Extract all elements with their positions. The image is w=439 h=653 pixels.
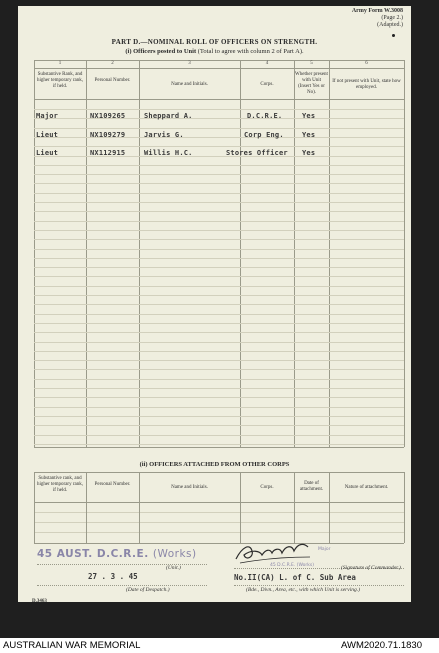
ruled-line [34, 407, 404, 408]
ruled-line [34, 416, 404, 417]
ruled-line [34, 258, 404, 259]
table2-header-rule [34, 502, 404, 503]
column-header-nature: Nature of attachment. [344, 485, 389, 490]
unit-stamp [37, 548, 197, 560]
unit-dotted-line [37, 564, 207, 565]
column-number: 1 [58, 61, 62, 66]
ruled-line [34, 435, 404, 436]
table2-row-rule [34, 522, 404, 523]
col-divider [240, 472, 241, 543]
entry-name: Jarvis G. [144, 131, 184, 139]
ruled-line [34, 342, 404, 343]
ruled-line [34, 425, 404, 426]
entry-name: Sheppard A. [144, 112, 193, 120]
section-i-label: (i) Officers posted to Unit [125, 48, 197, 55]
entry-rank: Major [36, 112, 59, 120]
column-header-corps: Corps. [260, 485, 274, 490]
section-i-note: (Total to agree with column 2 of Part A). [197, 48, 304, 55]
ruled-line [34, 211, 404, 212]
column-header-present: Whether present with Unit (Insert Yes or No). [295, 72, 328, 95]
ruled-line [34, 174, 404, 175]
ruled-line [34, 332, 404, 333]
ruled-line [34, 276, 404, 277]
ruled-line [34, 314, 404, 315]
despatch-date: 27 . 3 . 45 [88, 572, 138, 581]
col-divider [329, 472, 330, 543]
ruled-line [34, 444, 404, 445]
col-divider [86, 472, 87, 543]
ruled-line [34, 109, 404, 110]
column-number: 2 [111, 61, 114, 66]
form-adapted: (Adapted.) [377, 22, 403, 28]
signature-stamp-rank: Major [318, 547, 331, 552]
col-divider [404, 60, 405, 447]
ruled-line [34, 360, 404, 361]
table-bottom-rule [34, 447, 404, 448]
entry-number: NX109265 [90, 112, 126, 120]
ruled-line [34, 286, 404, 287]
entry-present: Yes [302, 112, 316, 120]
entry-rank: Lieut [36, 149, 59, 157]
column-header-rank: Substantive rank, and higher temporary rank, if held. [37, 476, 83, 493]
archive-name: AUSTRALIAN WAR MEMORIAL [3, 640, 141, 651]
entry-corps: Corp Eng. [244, 131, 284, 139]
ruled-line [34, 295, 404, 296]
ruled-line [34, 183, 404, 184]
archive-accession: AWM2020.71.1830 [341, 640, 422, 651]
column-header-name: Name and Initials. [171, 485, 208, 490]
commander-label: (Signature of Commander.) [341, 565, 401, 571]
ruled-line [34, 221, 404, 222]
ruled-line [34, 323, 404, 324]
form-page: (Page 2.) [381, 15, 403, 21]
form-code: D.3463 [32, 599, 47, 604]
ruled-line [34, 304, 404, 305]
form-name: Army Form W.3008 [351, 8, 403, 14]
ruled-line [34, 397, 404, 398]
column-header-date: Date of attachment. [299, 481, 324, 492]
ruled-line [34, 369, 404, 370]
ruled-line [34, 193, 404, 194]
entry-corps: D.C.R.E. [247, 112, 283, 120]
col-divider [404, 472, 405, 543]
part-d-title: PART D.—NOMINAL ROLL OF OFFICERS ON STRENGTH. [111, 38, 318, 46]
table2-row-rule [34, 512, 404, 513]
column-number: 5 [310, 61, 313, 66]
entry-rank: Lieut [36, 131, 59, 139]
ruled-line [34, 351, 404, 352]
unit-label: (Unit.) [166, 565, 181, 571]
entry-name: Willis H.C. [144, 149, 193, 157]
ruled-line [34, 146, 404, 147]
entry-number: NX112915 [90, 149, 126, 157]
punch-mark [392, 34, 395, 37]
unit-stamp-text: 45 AUST. D.C.R.E. [37, 548, 149, 560]
entry-present: Yes [302, 131, 316, 139]
entry-number: NX109279 [90, 131, 126, 139]
column-number: 3 [188, 61, 191, 66]
unit-stamp-works: (Works) [152, 548, 197, 560]
section-ii-title: (ii) OFFICERS ATTACHED FROM OTHER CORPS [139, 461, 290, 468]
entry-present: Yes [302, 149, 316, 157]
table-header-rule [34, 99, 404, 100]
col-divider [34, 472, 35, 543]
column-header-number: Personal Number. [94, 482, 131, 487]
ruled-line [34, 379, 404, 380]
ruled-line [34, 165, 404, 166]
table2-bottom-rule [34, 543, 404, 544]
form-identifier [331, 8, 403, 29]
col-divider [139, 472, 140, 543]
column-number: 4 [265, 61, 269, 66]
table-number-rule [34, 68, 404, 69]
ruled-line [34, 249, 404, 250]
ruled-line [34, 239, 404, 240]
ruled-line [34, 202, 404, 203]
column-header-rank: Substantive Rank, and higher temporary rank, if held. [37, 72, 83, 89]
column-header-number: Personal Number. [94, 78, 131, 83]
division-dotted-line [234, 585, 404, 586]
column-header-employed: If not present with Unit, state how employed. [332, 79, 401, 90]
section-i-heading [18, 48, 411, 55]
division-label: (Bde., Divn., Area, etc., with which Unit is serving.) [246, 587, 360, 593]
ruled-line [34, 388, 404, 389]
column-header-corps: Corps. [260, 82, 274, 87]
column-header-name: Name and Initials. [171, 82, 208, 87]
despatch-label: (Date of Despatch.) [126, 587, 170, 593]
ruled-line [34, 230, 404, 231]
table2-top-rule [34, 472, 404, 473]
despatch-dotted-line [37, 585, 207, 586]
table2-row-rule [34, 532, 404, 533]
ruled-line [34, 267, 404, 268]
ruled-line [34, 128, 404, 129]
signature-stamp-unit: 45 D.C.R.E. (Works) [270, 563, 314, 568]
division-entry: No.II(CA) L. of C. Sub Area [234, 573, 356, 582]
column-number: 6 [365, 61, 368, 66]
entry-corps: Stores Officer [226, 149, 288, 157]
